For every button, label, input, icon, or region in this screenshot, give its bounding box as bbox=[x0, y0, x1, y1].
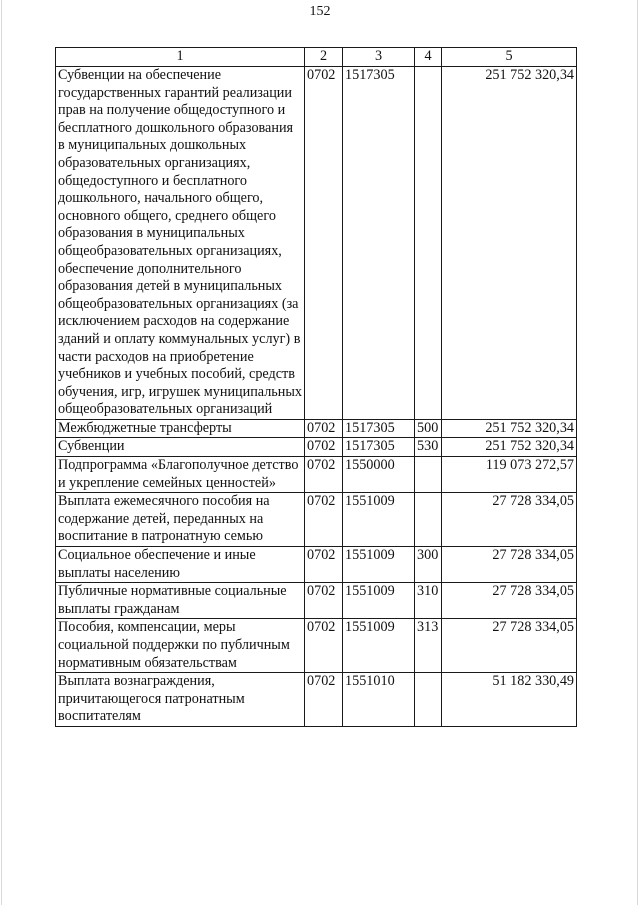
row-expense-type bbox=[415, 493, 442, 547]
table-row bbox=[56, 583, 577, 619]
row-name: Субвенции bbox=[56, 438, 305, 457]
row-expense-type: 313 bbox=[415, 619, 442, 673]
header-col-4: 4 bbox=[415, 48, 442, 67]
row-amount: 251 752 320,34 bbox=[442, 438, 577, 457]
row-expense-type bbox=[415, 673, 442, 727]
header-col-2: 2 bbox=[305, 48, 343, 67]
table-row bbox=[56, 547, 577, 583]
row-target: 1550000 bbox=[343, 457, 415, 493]
row-section: 0702 bbox=[305, 438, 343, 457]
scan-edge-left bbox=[1, 0, 2, 905]
row-section: 0702 bbox=[305, 493, 343, 547]
row-target: 1551010 bbox=[343, 673, 415, 727]
page-number: 152 bbox=[309, 4, 331, 19]
row-expense-type: 530 bbox=[415, 438, 442, 457]
row-target: 1551009 bbox=[343, 493, 415, 547]
budget-table bbox=[55, 47, 577, 727]
row-target: 1551009 bbox=[343, 547, 415, 583]
row-expense-type bbox=[415, 457, 442, 493]
row-amount: 119 073 272,57 bbox=[442, 457, 577, 493]
header-col-5: 5 bbox=[442, 48, 577, 67]
row-amount: 27 728 334,05 bbox=[442, 583, 577, 619]
row-expense-type bbox=[415, 67, 442, 420]
table-row bbox=[56, 67, 577, 420]
row-target: 1517305 bbox=[343, 419, 415, 438]
row-amount: 51 182 330,49 bbox=[442, 673, 577, 727]
row-expense-type: 310 bbox=[415, 583, 442, 619]
row-name: Выплата ежемесячного пособия на содержание детей, переданных на воспитание в патронатную семью bbox=[56, 493, 305, 547]
row-section: 0702 bbox=[305, 457, 343, 493]
scan-edge-right bbox=[637, 0, 638, 905]
row-section: 0702 bbox=[305, 583, 343, 619]
row-name: Пособия, компенсации, меры социальной поддержки по публичным нормативным обязательствам bbox=[56, 619, 305, 673]
row-section: 0702 bbox=[305, 673, 343, 727]
header-row bbox=[56, 48, 577, 67]
table-row bbox=[56, 493, 577, 547]
row-name: Социальное обеспечение и иные выплаты населению bbox=[56, 547, 305, 583]
table-row bbox=[56, 457, 577, 493]
row-amount: 27 728 334,05 bbox=[442, 547, 577, 583]
row-name: Межбюджетные трансферты bbox=[56, 419, 305, 438]
row-amount: 27 728 334,05 bbox=[442, 619, 577, 673]
row-target: 1551009 bbox=[343, 619, 415, 673]
table-row bbox=[56, 673, 577, 727]
row-target: 1517305 bbox=[343, 67, 415, 420]
header-col-1: 1 bbox=[56, 48, 305, 67]
row-target: 1517305 bbox=[343, 438, 415, 457]
row-name: Субвенции на обеспечение государственных гарантий реализации прав на получение общедоступного и бесплатного дошкольного образования в муниципальных дошкольных образовательных организациях, общедоступного и бесплатного дошкольного, начального общего, основного общего, среднего общего образования в муниципальных общеобразовательных организациях, обеспечение дополнительного образования детей в муниципальных общеобразовательных организациях (за исключением расходов на содержание зданий и оплату коммунальных услуг) в части расходов на приобретение учебников и учебных пособий, средств обучения, игр, игрушек муниципальных общеобразовательных организаций bbox=[56, 67, 305, 420]
row-name: Публичные нормативные социальные выплаты гражданам bbox=[56, 583, 305, 619]
row-target: 1551009 bbox=[343, 583, 415, 619]
row-name: Выплата вознаграждения, причитающегося патронатным воспитателям bbox=[56, 673, 305, 727]
row-amount: 27 728 334,05 bbox=[442, 493, 577, 547]
row-expense-type: 300 bbox=[415, 547, 442, 583]
table-row bbox=[56, 419, 577, 438]
row-section: 0702 bbox=[305, 419, 343, 438]
row-amount: 251 752 320,34 bbox=[442, 67, 577, 420]
row-expense-type: 500 bbox=[415, 419, 442, 438]
row-amount: 251 752 320,34 bbox=[442, 419, 577, 438]
row-section: 0702 bbox=[305, 547, 343, 583]
row-section: 0702 bbox=[305, 67, 343, 420]
table-row bbox=[56, 438, 577, 457]
header-col-3: 3 bbox=[343, 48, 415, 67]
table-row bbox=[56, 619, 577, 673]
row-section: 0702 bbox=[305, 619, 343, 673]
row-name: Подпрограмма «Благополучное детство и укрепление семейных ценностей» bbox=[56, 457, 305, 493]
